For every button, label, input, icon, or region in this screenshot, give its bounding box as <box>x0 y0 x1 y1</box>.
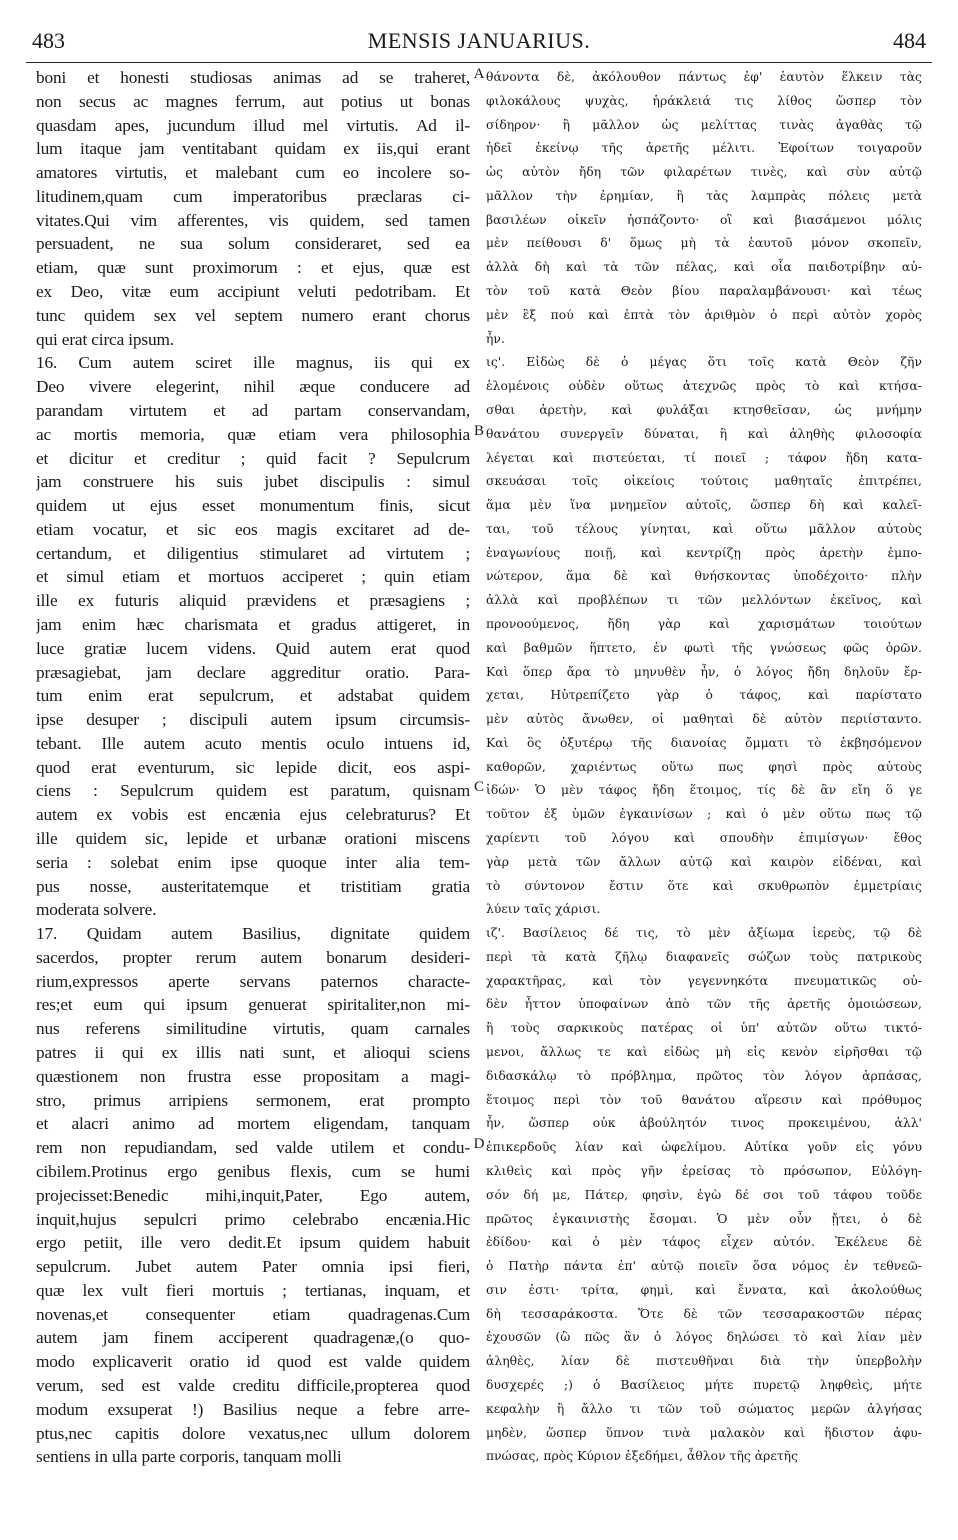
header-rule <box>26 62 932 63</box>
text-line: ἐπικερδοῦς λίαν καὶ ὠφελίμου. Αὐτίκα γοῦν εἰς γόνυ <box>486 1140 922 1155</box>
text-line: χεται, Ηὐτρεπίζετο γὰρ ὁ τάφος, καὶ παρίστατο <box>486 688 922 703</box>
text-line: νώτερον, ἅμα δὲ καὶ θνήσκοντας ὑποδέχοιτο· πλὴν <box>486 569 922 584</box>
greek-column <box>486 66 922 1469</box>
text-line: 17. Quidam autem Basilius, dignitate quidem <box>36 924 470 944</box>
text-line: projecisset:Benedic mihi,inquit,Pater, Ego autem, <box>36 1185 470 1205</box>
text-line: καὶ βαθμῶν ἥπτετο, ἐν φωτὶ τῆς γνώσεως φῶς ὁρῶν. <box>486 640 922 655</box>
text-line: tunc quidem sex vel septem numero erant chorus <box>36 305 470 325</box>
text-line: μὲν πείθουσι δ' ὅμως μὴ τὰ ἑαυτοῦ μόνον σκοπεῖν, <box>486 236 922 251</box>
text-line: ἦν. <box>486 331 505 346</box>
text-line: verum, sed est valde creditu difficile,propterea quod <box>36 1375 470 1395</box>
text-line: λέγεται καὶ πιστεύεται, τί ποιεῖ ; τάφον ἤδη κατα- <box>486 450 922 465</box>
text-line: cibilem.Protinus ergo genibus flexis, cum se humi <box>36 1161 470 1181</box>
text-line: sentiens in ulla parte corporis, tanquam molli <box>36 1447 342 1467</box>
text-line: ille ex futuris aliquid prævidens et præsagiens ; <box>36 591 470 611</box>
text-line: ἀλλὰ δὴ καὶ τὰ τῶν πέλας, καὶ οἷα παιδοτρίβην αὐ- <box>486 260 922 275</box>
page-number-left: 483 <box>32 28 65 53</box>
text-line: περὶ τὰ κατὰ ζῆλῳ διαφανεῖς σώζων τοὺς πατρικοὺς <box>486 949 922 964</box>
text-line: sepulcrum. Jubet autem Pater omnia ipsi fieri, <box>36 1257 470 1277</box>
text-line: ἀλλὰ καὶ προβλέπων τι τῶν μελλόντων ἐκεῖνος, καὶ <box>486 593 922 608</box>
text-line: rium,expressos aperte servans paternos characte- <box>36 971 470 991</box>
text-line: tum enim erat sepulcrum, et adstabat quidem <box>36 686 470 706</box>
text-line: σόν δή με, Πάτερ, φησὶν, ἐγὼ δέ σοι τοῦ τάφου τοῦδε <box>486 1187 922 1202</box>
text-line: δὴ τεσσαράκοστα. Ὅτε δὲ τῶν τεσσαρακοστῶν πέρας <box>486 1306 922 1321</box>
text-line: res;et eum qui ipsum genuerat spiritaliter,non mi- <box>36 995 470 1015</box>
text-line: præsagiebat, jam declare aggreditur oratio. Para- <box>36 662 470 682</box>
text-line: κεφαλὴν ἢ ἄλλο τι τῶν τοῦ σώματος μερῶν ἀλγήσας <box>486 1401 922 1416</box>
text-line: vitates.Qui vim afferentes, vis quidem, sed tamen <box>36 210 470 230</box>
text-line: seria : solebat enim ipse quoque inter alia tem- <box>36 852 470 872</box>
text-line: ις'. Εἰδὼς δὲ ὁ μέγας ὅτι τοῖς κατὰ Θεὸν ζῆν <box>486 355 922 370</box>
text-line: quæstionem non frustra esse propositam a magi- <box>36 1066 470 1086</box>
text-line: Καὶ ὅπερ ἄρα τὸ μηνυθὲν ἦν, ὁ λόγος ἤδη δηλοῦν ἔρ- <box>486 664 922 679</box>
text-line: ἢ τοὺς σαρκικοὺς πατέρας οἱ ὑπ' αὐτῶν οὕτω τικτό- <box>486 1021 922 1036</box>
text-line: ἦν, ὥσπερ οὐκ ἀβούλητόν τινος προκειμένου, ἀλλ' <box>486 1116 922 1131</box>
text-line: πρῶτος ἐγκαινιστὴς ἔσομαι. Ὁ μὲν οὖν ᾔτει, ὁ δὲ <box>486 1211 922 1226</box>
text-line: non secus ac magnes ferrum, aut potius ut bonas <box>36 91 470 111</box>
text-line: θανάτου συνεργεῖν δύναται, ἣ καὶ ἀληθὴς φιλοσοφία <box>486 426 922 441</box>
text-line: jam enim hæc charismata et gradus attigeret, in <box>36 614 470 634</box>
text-line: ptus,nec capitis dolore vexatus,nec ullum dolorem <box>36 1423 470 1443</box>
text-line: δὲν ἧττον ὑποφαίνων ἀπὸ τῶν τῆς ἀρετῆς ὁμοιώσεων, <box>486 997 922 1012</box>
section-marker-a: A <box>473 66 485 82</box>
text-line: ὡς αὐτὸν ἤδη τῶν φιλαρέτων τινὲς, καὶ σὺν αὐτῷ <box>486 165 922 180</box>
text-line: λύειν ταῖς χάρισι. <box>486 902 601 917</box>
text-line: ipse desuper ; discipuli autem ipsum circumsis- <box>36 710 470 730</box>
text-line: ἅμα μὲν ἵνα μνημεῖον αὐτοῖς, ὥσπερ δὴ καὶ καλεῖ- <box>486 498 922 513</box>
text-line: ἑλομένοις οὐδὲν οὕτως ἀτεχνῶς πρὸς τὸ καὶ κτήσα- <box>486 379 922 394</box>
text-line: pus nosse, austeritatemque et tristitiam gratia <box>36 876 470 896</box>
text-line: quidem ut ejus esset monumentum finis, sicut <box>36 496 470 516</box>
text-line: ciens : Sepulcrum quidem est paratum, quisnam <box>36 781 470 801</box>
text-line: σκευάσαι τοῖς οἰκείοις τούτοις μαθηταῖς ἐπιτρέπει, <box>486 474 922 489</box>
text-line: τὸ σύντονον ἔστιν ὅτε καὶ σκυθρωπὸν ἐμμετρίαις <box>486 878 922 893</box>
text-line: πνώσας, πρὸς Κύριον ἐξεδήμει, ἆθλον τῆς ἀρετῆς <box>486 1449 799 1464</box>
text-line: et dicitur et creditur ; quid facit ? Sepulcrum <box>36 448 470 468</box>
text-line: patres ii qui ex illis nati sunt, et alioqui sciens <box>36 1043 470 1063</box>
text-line: jam construere his suis jubet discipulis : simul <box>36 472 470 492</box>
text-line: γὰρ μετὰ τῶν ἄλλων αὐτῷ καὶ καιρὸν εἰδέναι, καὶ <box>486 854 922 869</box>
text-line: ἀληθὲς, λίαν δὲ πιστευθῆναι διὰ τὴν ὑπερβολὴν <box>486 1354 922 1369</box>
text-line: amatores virtutis, et malebant cum eo incolere so- <box>36 163 470 183</box>
text-line: Deo vivere elegerint, nihil æque conducere ad <box>36 377 470 397</box>
text-line: μηδὲν, ὥσπερ ὕπνον τινὰ μαλακὸν καὶ ἥδιστον ἀφυ- <box>486 1425 922 1440</box>
text-line: ἕτοιμος περὶ τὸν τοῦ θανάτου αἵρεσιν καὶ πρόθυμος <box>486 1092 922 1107</box>
text-line: etiam vocatur, et sic eos magis excitaret ad de- <box>36 519 470 539</box>
text-line: διδασκάλῳ τὸ πρόβλημα, πρῶτος τὸν λόγον ἁρπάσας, <box>486 1068 922 1083</box>
text-line: tebant. Ille autem acuto mentis oculo intuens id, <box>36 733 470 753</box>
text-line: μενοι, ἄλλως τε καὶ εἰδὼς μὴ εἰς κενὸν εἰρῆσθαι τῷ <box>486 1045 922 1060</box>
text-line: parandam virtutem et ad partam conservandam, <box>36 400 470 420</box>
text-line: ex Deo, vitæ eum accipiunt veluti pedotribam. Et <box>36 282 470 302</box>
text-line: δυσχερές ;) ὁ Βασίλειος μήτε πυρετῷ ληφθεὶς, μήτε <box>486 1377 922 1392</box>
text-line: litudinem,quam cum imperatoribus præclaras ci- <box>36 186 470 206</box>
text-line: etiam, quæ sunt proximorum : et ejus, quæ est <box>36 258 470 278</box>
text-line: θάνοντα δὲ, ἀκόλουθον πάντως ἐφ' ἑαυτὸν ἕλκειν τὰς <box>486 70 922 84</box>
text-line: Καὶ ὃς ὀξυτέρῳ τῆς διανοίας ὄμματι τὸ ἐκβησόμενον <box>486 735 922 750</box>
text-line: ἐχουσῶν (ὢ πῶς ἂν ὁ λόγος δηλώσει τὸ καὶ λίαν μὲν <box>486 1330 922 1345</box>
text-line: χαρακτῆρας, καὶ τὸν γεγεννηκότα πνευματικῶς οὐ- <box>486 973 922 988</box>
text-line: ἐναγωνίους ποιῇ, καὶ κεντρίζῃ πρὸς ἀρετὴν ἐμπο- <box>486 545 922 560</box>
text-line: quasdam apes, jucundum illud mel virtutis. Ad il- <box>36 115 470 135</box>
section-marker-b: B <box>473 423 484 439</box>
latin-column <box>36 66 470 1469</box>
text-line: et alacri animo ad mortem eligendam, tanquam <box>36 1114 470 1134</box>
text-line: stro, primus arripiens sermonem, erat prompto <box>36 1090 470 1110</box>
text-line: χαρίεντι τοῦ λόγου καὶ σπουδὴν ἐπιμίσγων· ἔθος <box>486 831 922 845</box>
text-line: ἡδεῖ ἐκείνῳ τῆς ἀρετῆς μέλιτι. Ἐφοίτων τοιγαροῦν <box>486 141 922 156</box>
text-line: ὁ Πατὴρ πάντα ἐπ' αὐτῷ ποιεῖν ὅσα νόμος ἐν τεθνεῶ- <box>486 1259 922 1274</box>
text-line: καθορῶν, χαριέντως οὕτω πως φησὶ πρὸς αὐτοὺς <box>486 759 922 774</box>
text-line: modum exsuperat !) Basilius neque a febre arre- <box>36 1399 470 1419</box>
text-line: σιν ἐστι· τρίτα, φημὶ, καὶ ἔννατα, καὶ ἀκολούθως <box>486 1282 922 1297</box>
text-line: φιλοκάλους ψυχὰς, ἡράκλειά τις λίθος ὥσπερ τὸν <box>486 93 922 108</box>
text-line: σίδηρον· ἢ μᾶλλον ὡς μελίττας τινὰς ἀγαθὰς τῷ <box>486 117 922 132</box>
text-line: sacerdos, propter rerum autem bonarum desideri- <box>36 947 470 967</box>
text-line: 16. Cum autem sciret ille magnus, iis qui ex <box>36 353 470 373</box>
text-line: persuadent, ne sua solum consideraret, sed ea <box>36 234 470 254</box>
text-line: βασιλέων οἰκεῖν ἠσπάζοντο· οἳ καὶ βιασάμενοι μόλις <box>486 212 922 227</box>
text-line: προνοούμενος, ἤδη γὰρ καὶ χαρισμάτων τοιούτων <box>486 616 922 631</box>
text-line: μᾶλλον τὴν ἐρημίαν, ἢ τὰς λαμπρὰς πόλεις μετὰ <box>486 188 922 203</box>
text-line: quod erat eventurum, sic lepide dicit, eos aspi- <box>36 757 470 777</box>
text-line: κλιθεὶς καὶ πρὸς γῆν ἐρείσας τὸ πρόσωπον, Εὐλόγη- <box>486 1163 922 1178</box>
page-number-right: 484 <box>893 28 926 53</box>
section-marker-d: D <box>473 1136 485 1152</box>
text-line: ergo petiit, ille vero dedit.Et ipsum quidem habuit <box>36 1233 470 1253</box>
text-line: boni et honesti studiosas animas ad se traheret, <box>36 68 470 87</box>
text-line: luce gratiæ lucem videns. Quid autem erat quod <box>36 638 470 658</box>
text-line: moderata solvere. <box>36 900 157 920</box>
text-line: ἰδών· Ὁ μὲν τάφος ἤδη ἕτοιμος, τίς δὲ ἂν εἴη ὅ γε <box>486 783 922 798</box>
text-line: autem jam finem acciperent quadragenæ,(o quo- <box>36 1328 470 1348</box>
text-line: nus referens similitudine virtutis, quam carnales <box>36 1019 470 1039</box>
page-header <box>26 22 932 54</box>
text-line: quæ lex vult fieri mortuis ; tertianas, inquam, et <box>36 1280 470 1300</box>
text-line: ἐδίδου· καὶ ὁ μὲν τάφος εἶχεν αὐτόν. Ἐκέλευε δὲ <box>486 1235 922 1250</box>
text-line: ille quidem sic, lepide et urbanæ orationi miscens <box>36 829 470 848</box>
section-marker-c: C <box>473 779 484 795</box>
text-line: autem ex vobis est encænia ejus celebraturus? Et <box>36 805 470 825</box>
text-line: ιζ'. Βασίλειος δέ τις, τὸ μὲν ἀξίωμα ἱερεὺς, τῷ δὲ <box>486 926 922 941</box>
text-line: inquit,hujus sepulcri primo celebrabo encænia.Hic <box>36 1209 470 1229</box>
text-line: ται, τοῦ τέλους γίνηται, καὶ οὕτω μᾶλλον αὐτοὺς <box>486 521 922 536</box>
text-line: et simul etiam et mortuos acciperet ; quin etiam <box>36 567 470 587</box>
text-line: μὲν ἓξ πού καὶ ἑπτὰ τὸν ἀριθμὸν ὁ περὶ αὐτὸν χορὸς <box>486 307 922 322</box>
text-line: μὲν αὐτὸς ἄνωθεν, οἱ μαθηταὶ δὲ αὐτὸν περιίσταντο. <box>486 712 922 727</box>
running-title: MENSIS JANUARIUS. <box>367 28 591 53</box>
text-line: modo explicaverit oratio id quod est valde quidem <box>36 1352 470 1372</box>
text-line: lum itaque jam ventitabant quidam ex iis,qui erant <box>36 139 470 159</box>
text-line: qui erat circa ipsum. <box>36 329 174 349</box>
text-line: certandum, et diligentius stimularet ad virtutem ; <box>36 543 470 563</box>
text-line: rem non repudiandam, sed valde utilem et condu- <box>36 1138 470 1158</box>
text-line: τοῦτον ἐξ ὑμῶν ἐγκαινίσων ; καὶ ὁ μὲν οὕτω πως τῷ <box>486 807 922 822</box>
text-line: σθαι ἀρετὴν, καὶ φυλάξαι κτησθεῖσαν, ὡς μνήμην <box>486 402 922 417</box>
text-line: novenas,et consequenter etiam quadragenas.Cum <box>36 1304 470 1324</box>
text-line: ac mortis memoria, quæ etiam vera philosophia <box>36 424 470 444</box>
text-line: τὸν τοῦ κατὰ Θεὸν βίου παραλαμβάνουσι· καὶ τέως <box>486 284 922 299</box>
